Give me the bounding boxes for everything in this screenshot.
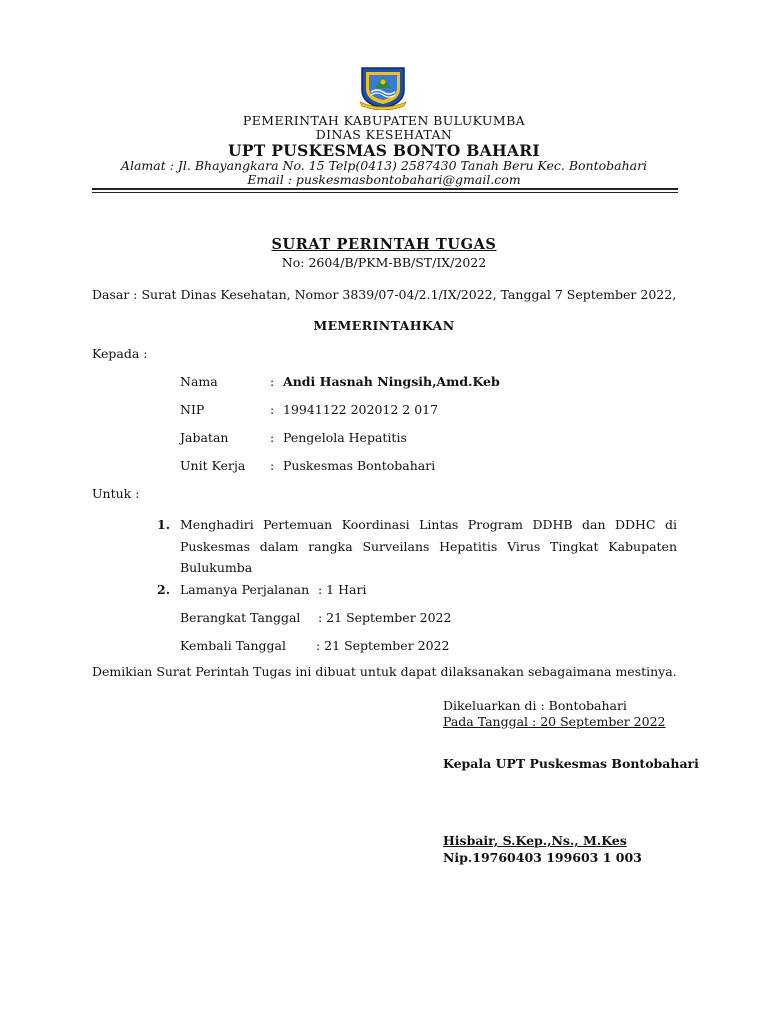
recipient-label: Kepada : — [92, 346, 148, 361]
letterhead-institution: UPT PUSKESMAS BONTO BAHARI — [228, 141, 540, 160]
letter-number: No: 2604/B/PKM-BB/ST/IX/2022 — [281, 255, 487, 270]
field-sep-unit-kerja: : — [270, 458, 275, 473]
item-1-line-3: Bulukumba — [180, 560, 253, 575]
letterhead-government: PEMERINTAH KABUPATEN BULUKUMBA — [242, 113, 526, 128]
letterhead-divider-thin — [92, 192, 678, 193]
field-label-unit-kerja: Unit Kerja — [180, 458, 246, 473]
letterhead-email: Email : puskesmasbontobahari@gmail.com — [247, 172, 521, 187]
item-text-1 — [180, 514, 677, 579]
return-date-label: Kembali Tanggal — [180, 638, 286, 653]
closing-statement: Demikian Surat Perintah Tugas ini dibuat untuk dapat dilaksanakan sebagaimana mestinya. — [92, 664, 677, 679]
field-value-nip: 19941122 202012 2 017 — [283, 402, 439, 417]
departure-date-label: Berangkat Tanggal — [180, 610, 301, 625]
field-sep-jabatan: : — [270, 430, 275, 445]
field-label-jabatan: Jabatan — [180, 430, 229, 445]
letterhead-address: Alamat : Jl. Bhayangkara No. 15 Telp(0413) 2587430 Tanah Beru Kec. Bontobahari — [120, 158, 648, 173]
regency-emblem-icon — [358, 64, 408, 110]
return-date-value: : 21 September 2022 — [316, 638, 450, 653]
issued-at: Dikeluarkan di : Bontobahari — [443, 698, 627, 713]
letter-basis: Dasar : Surat Dinas Kesehatan, Nomor 3839/07-04/2.1/IX/2022, Tanggal 7 September 2022, — [92, 287, 677, 302]
field-label-nama: Nama — [180, 374, 218, 389]
field-sep-nama: : — [270, 374, 275, 389]
issued-date: Pada Tanggal : 20 September 2022 — [443, 714, 666, 729]
instruction-heading: MEMERINTAHKAN — [313, 318, 455, 333]
departure-date-value: : 21 September 2022 — [318, 610, 452, 625]
field-value-nama: Andi Hasnah Ningsih,Amd.Keb — [283, 374, 500, 389]
travel-duration-value: : 1 Hari — [318, 582, 367, 597]
signer-name: Hisbair, S.Kep.,Ns., M.Kes — [443, 833, 627, 848]
item-number-2: 2. — [157, 582, 171, 597]
item-1-line-1: Menghadiri Pertemuan Koordinasi Lintas Program DDHB dan DDHC di — [180, 517, 677, 532]
signer-position: Kepala UPT Puskesmas Bontobahari — [443, 756, 699, 771]
letter-title: SURAT PERINTAH TUGAS — [271, 236, 497, 253]
field-label-nip: NIP — [180, 402, 205, 417]
item-1-line-2: Puskesmas dalam rangka Surveilans Hepatitis Virus Tingkat Kabupaten — [180, 538, 677, 554]
signer-nip: Nip.19760403 199603 1 003 — [443, 850, 642, 865]
field-value-jabatan: Pengelola Hepatitis — [283, 430, 407, 445]
letterhead-department: DINAS KESEHATAN — [315, 127, 453, 142]
purpose-label: Untuk : — [92, 486, 140, 501]
item-number-1: 1. — [157, 517, 171, 532]
field-sep-nip: : — [270, 402, 275, 417]
letterhead-divider-thick — [92, 188, 678, 190]
travel-duration-label: Lamanya Perjalanan — [180, 582, 310, 597]
field-value-unit-kerja: Puskesmas Bontobahari — [283, 458, 436, 473]
